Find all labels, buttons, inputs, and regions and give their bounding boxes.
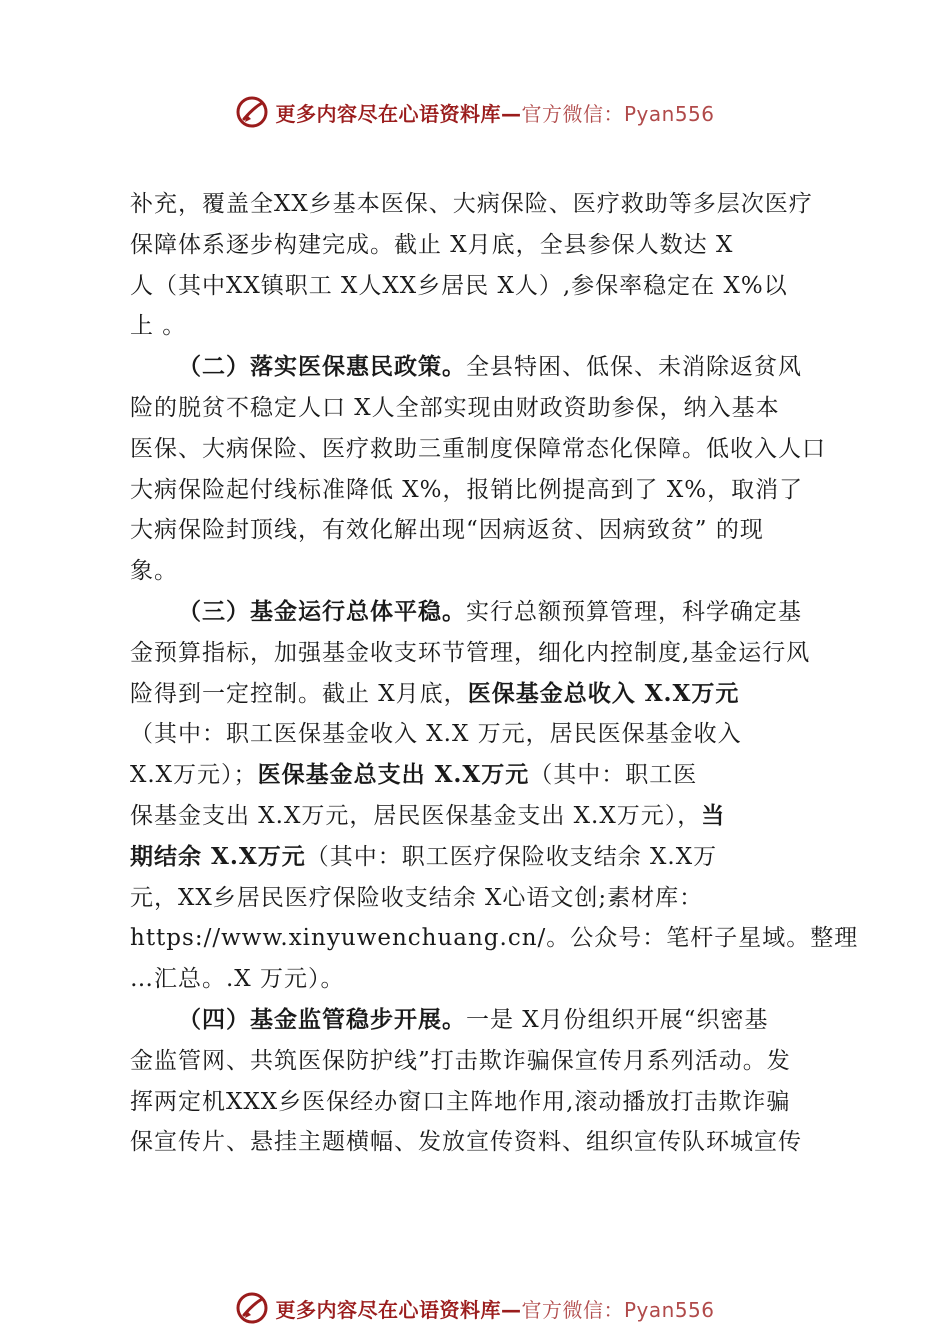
body-line: 元，XX乡居民医疗保险收支结余 X心语文创;素材库：	[130, 884, 704, 911]
total-expense: 医保基金总支出 X.X万元	[257, 761, 530, 789]
body-text: 全县特困、低保、未消除返贫风	[466, 354, 802, 381]
section-heading-2: （二）落实医保惠民政策。	[178, 353, 466, 381]
footer-wechat-label: 官方微信：	[521, 1297, 624, 1322]
footer-wechat-id: Pyan556	[623, 1297, 715, 1322]
body-line: 保宣传片、悬挂主题横幅、发放宣传资料、组织宣传队环城宣传	[130, 1129, 802, 1156]
body-line: https://www.xinyuwenchuang.cn/。公众号：笔杆子星域。整理	[130, 925, 859, 952]
body-line	[130, 755, 842, 796]
section-heading-3: （三）基金运行总体平稳。	[178, 597, 466, 625]
body-line: 人（其中XX镇职工 X人XX乡居民 X人）,参保率稳定在 X%以	[130, 272, 788, 299]
header-brand: 更多内容尽在心语资料库	[275, 101, 501, 126]
body-text: （其中：职工医疗保险收支结余 X.X万	[305, 843, 718, 870]
body-text: 险得到一定控制。截止 X月底，	[130, 680, 468, 707]
body-line: 金预算指标，加强基金收支环节管理，细化内控制度,基金运行风	[130, 639, 811, 666]
footer-banner-text	[275, 1294, 714, 1323]
body-line: 象。	[130, 558, 178, 585]
header-banner-text	[275, 98, 714, 127]
body-text: X.X万元）；	[130, 762, 258, 789]
current-balance: 期结余 X.X万元	[130, 842, 306, 870]
footer-brand: 更多内容尽在心语资料库	[275, 1297, 501, 1322]
body-line	[130, 837, 842, 878]
body-text: 一是 X月份组织开展“织密基	[466, 1006, 769, 1033]
body-line: 上 。	[130, 313, 187, 340]
body-line	[130, 592, 842, 633]
brush-logo-icon	[235, 95, 269, 129]
header-banner	[0, 92, 950, 132]
body-line: 医保、大病保险、医疗救助三重制度保障常态化保障。低收入人口	[130, 435, 826, 462]
footer-dash: —	[500, 1297, 522, 1322]
header-dash: —	[500, 101, 522, 126]
body-line: …汇总。.X 万元）。	[130, 966, 345, 993]
document-body	[130, 184, 859, 1163]
body-text: 保基金支出 X.X万元，居民医保基金支出 X.X万元），	[130, 802, 702, 829]
body-line: 大病保险起付线标准降低 X%，报销比例提高到了 X%，取消了	[130, 476, 804, 503]
body-line	[130, 1000, 842, 1041]
header-wechat-id: Pyan556	[623, 101, 715, 126]
brush-logo-icon	[235, 1291, 269, 1325]
body-line: 挥两定机XXX乡医保经办窗口主阵地作用,滚动播放打击欺诈骗	[130, 1088, 791, 1115]
balance-label-start: 当	[701, 801, 726, 829]
body-line: 险的脱贫不稳定人口 X人全部实现由财政资助参保，纳入基本	[130, 394, 780, 421]
body-line: 金监管网、共筑医保防护线”打击欺诈骗保宣传月系列活动。发	[130, 1047, 791, 1074]
body-line	[130, 347, 842, 388]
body-line: 大病保险封顶线，有效化解出现“因病返贫、因病致贫” 的现	[130, 517, 764, 544]
body-text: （其中：职工医	[529, 762, 698, 789]
section-heading-4: （四）基金监管稳步开展。	[178, 1005, 466, 1033]
header-wechat-label: 官方微信：	[521, 101, 624, 126]
footer-banner	[0, 1288, 950, 1328]
body-text: 实行总额预算管理，科学确定基	[466, 598, 802, 625]
total-income: 医保基金总收入 X.X万元	[467, 679, 740, 707]
body-line	[130, 674, 842, 715]
body-line: 保障体系逐步构建完成。截止 X月底，全县参保人数达 X	[130, 231, 734, 258]
body-line: （其中：职工医保基金收入 X.X 万元，居民医保基金收入	[130, 721, 742, 748]
body-line: 补充，覆盖全XX乡基本医保、大病保险、医疗救助等多层次医疗	[130, 191, 813, 217]
body-line	[130, 796, 842, 837]
